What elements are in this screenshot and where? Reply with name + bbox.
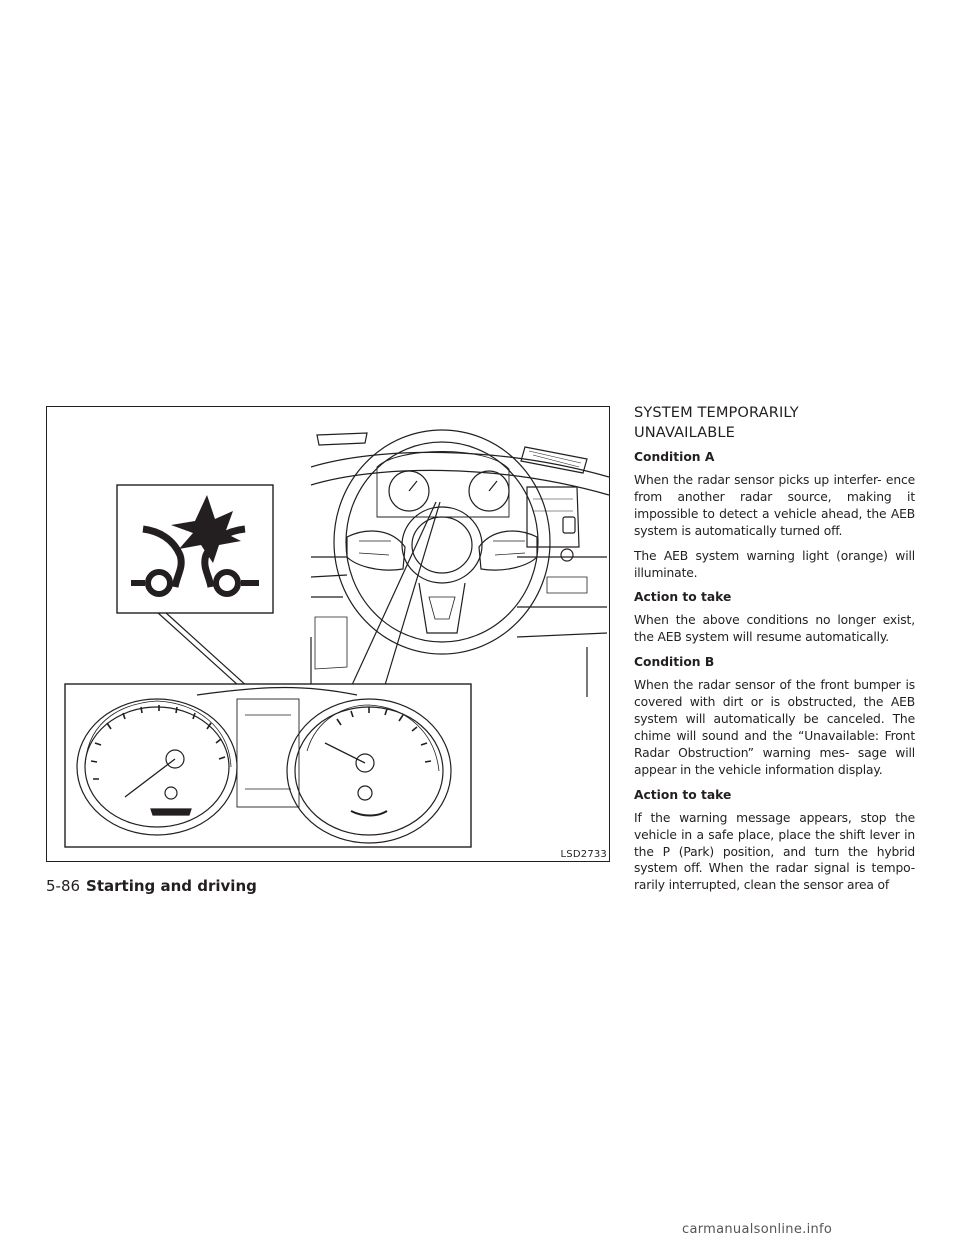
- instrument-cluster-illustration: [65, 684, 471, 847]
- illustration-figure: [46, 406, 610, 862]
- text-column: [634, 403, 915, 894]
- dashboard-outline: [311, 433, 609, 697]
- condition-a-paragraph-1: When the radar sensor picks up interfer- ence from another radar source, making it impossible to detect a vehicle ahead, the AEB system is automatically turned off.: [634, 473, 915, 538]
- condition-b-heading: Condition B: [634, 655, 715, 670]
- figure-code: LSD2733: [560, 849, 607, 860]
- action-a-heading: Action to take: [634, 590, 732, 605]
- condition-b-paragraph: When the radar sensor of the front bumper is covered with dirt or is obstructed, the AEB system will automatically be canceled. The chime will sound and the “Unavailable: Front Radar Obstruction” warning mes- sage will appear in the vehicle information display.: [634, 678, 915, 777]
- aeb-warning-icon: [117, 485, 273, 613]
- section-title-line1: SYSTEM TEMPORARILY: [634, 404, 799, 421]
- condition-a-paragraph-2: The AEB system warning light (orange) will illuminate.: [634, 548, 915, 580]
- action-b-paragraph: If the warning message appears, stop the vehicle in a safe place, place the shift lever in the P (Park) position, and turn the hybrid system off. When the radar signal is tempo- rarily interrupted, clean the sensor area of: [634, 810, 915, 893]
- section-title-line2: UNAVAILABLE: [634, 424, 735, 441]
- page-number: 5-86: [46, 877, 81, 895]
- watermark: carmanualsonline.info: [682, 1222, 833, 1237]
- action-b-heading: Action to take: [634, 787, 732, 802]
- action-a-paragraph: When the above conditions no longer exist, the AEB system will resume automatically.: [634, 613, 915, 645]
- dashboard-illustration: [47, 407, 611, 863]
- section-title: [634, 403, 915, 443]
- steering-wheel-illustration: [334, 430, 550, 654]
- chapter-title: Starting and driving: [86, 877, 257, 895]
- condition-a-heading: Condition A: [634, 450, 715, 464]
- page-footer: [46, 876, 257, 896]
